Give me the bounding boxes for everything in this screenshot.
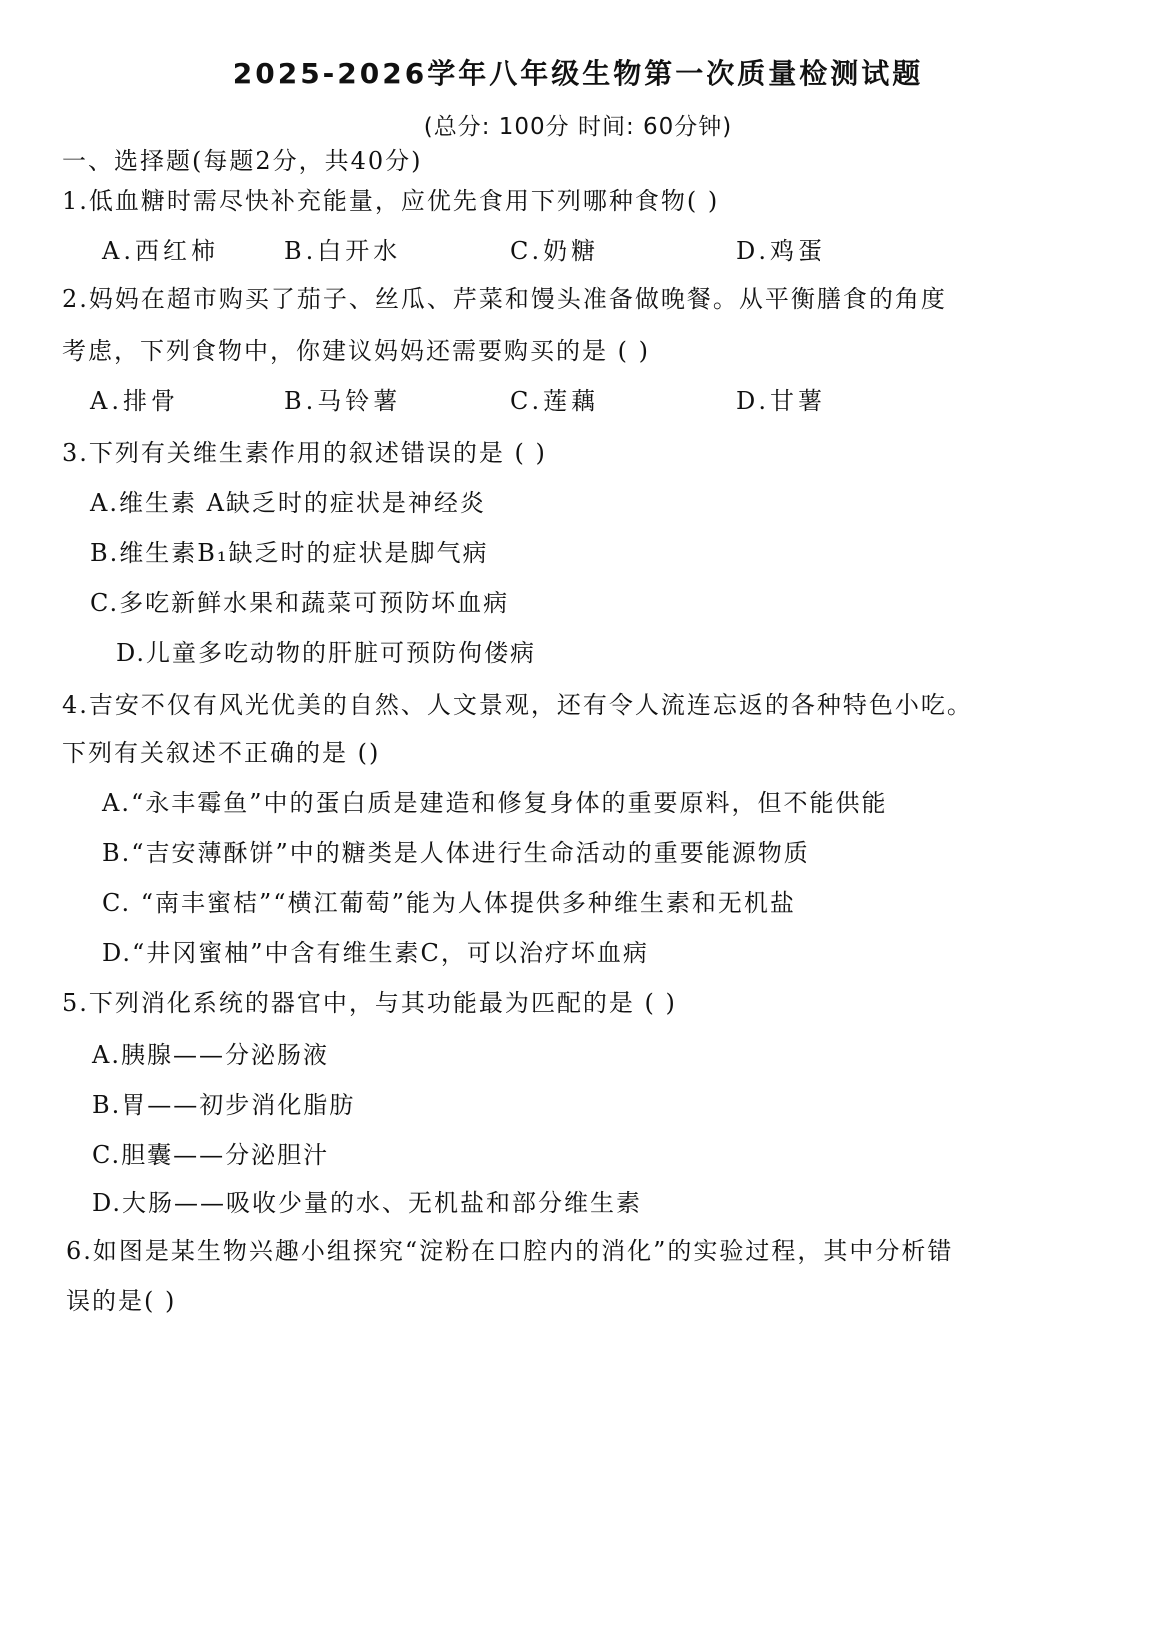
question-1-option-b: B.白开水 xyxy=(284,237,402,265)
question-5-option-b: B.胃——初步消化脂肪 xyxy=(92,1091,356,1119)
question-1-option-c: C.奶糖 xyxy=(510,237,600,265)
question-3-stem: 3.下列有关维生素作用的叙述错误的是 ( ) xyxy=(62,439,547,467)
question-2-option-c: C.莲藕 xyxy=(510,387,600,415)
exam-title: 2025-2026学年八年级生物第一次质量检测试题 xyxy=(232,57,924,90)
question-2-stem-line-1: 2.妈妈在超市购买了茄子、丝瓜、芹菜和馒头准备做晚餐。从平衡膳食的角度 xyxy=(62,285,947,313)
question-6-stem-line-1: 6.如图是某生物兴趣小组探究“淀粉在口腔内的消化”的实验过程，其中分析错 xyxy=(66,1237,954,1265)
question-1-option-a: A.西红柿 xyxy=(102,237,219,265)
question-3-option-d: D.儿童多吃动物的肝脏可预防佝偻病 xyxy=(116,639,537,667)
question-2-option-a: A.排骨 xyxy=(90,387,179,415)
question-6-stem-line-2: 误的是( ) xyxy=(66,1287,177,1315)
question-5-option-d: D.大肠——吸收少量的水、无机盐和部分维生素 xyxy=(92,1189,643,1217)
exam-subtitle: (总分: 100分 时间: 60分钟) xyxy=(423,114,733,140)
question-2-option-b: B.马铃薯 xyxy=(284,387,402,415)
question-3-option-c: C.多吃新鲜水果和蔬菜可预防坏血病 xyxy=(90,589,510,617)
question-5-option-a: A.胰腺——分泌肠液 xyxy=(92,1041,329,1069)
question-5-stem: 5.下列消化系统的器官中，与其功能最为匹配的是 ( ) xyxy=(62,989,677,1017)
question-2-stem-line-2: 考虑，下列食物中，你建议妈妈还需要购买的是 ( ) xyxy=(62,337,650,365)
question-2-option-d: D.甘薯 xyxy=(736,387,827,415)
question-4-option-a: A.“永丰霉鱼”中的蛋白质是建造和修复身体的重要原料，但不能供能 xyxy=(102,789,888,817)
question-4-option-b: B.“吉安薄酥饼”中的糖类是人体进行生命活动的重要能源物质 xyxy=(102,839,810,867)
question-3-option-a: A.维生素 A缺乏时的症状是神经炎 xyxy=(90,489,486,517)
question-5-option-c: C.胆囊——分泌胆汁 xyxy=(92,1141,330,1169)
question-4-option-c: C. “南丰蜜桔”“横江葡萄”能为人体提供多种维生素和无机盐 xyxy=(102,889,796,917)
question-4-stem-line-1: 4.吉安不仅有风光优美的自然、人文景观，还有令人流连忘返的各种特色小吃。 xyxy=(62,691,973,719)
question-4-option-d: D.“井冈蜜柚”中含有维生素C，可以治疗坏血病 xyxy=(102,939,649,967)
question-3-option-b: B.维生素B₁缺乏时的症状是脚气病 xyxy=(90,539,489,567)
question-1-option-d: D.鸡蛋 xyxy=(736,237,827,265)
question-1-stem: 1.低血糖时需尽快补充能量，应优先食用下列哪种食物( ) xyxy=(62,187,720,215)
section-heading: 一、选择题(每题2分，共40分) xyxy=(62,147,423,175)
question-4-stem-line-2: 下列有关叙述不正确的是 () xyxy=(62,739,381,767)
